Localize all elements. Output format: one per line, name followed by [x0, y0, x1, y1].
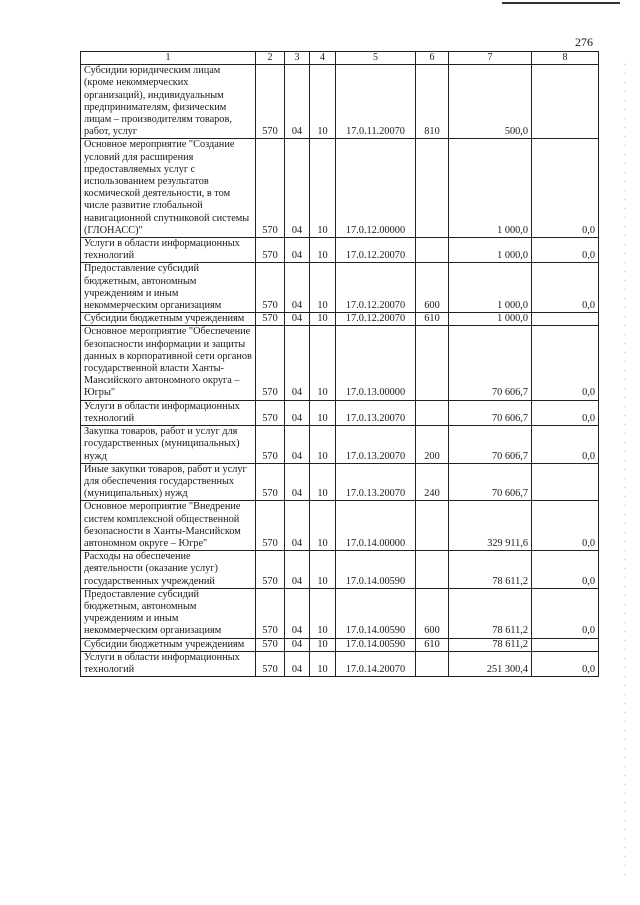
cell-col2: 570: [256, 139, 285, 238]
cell-code: 17.0.12.20070: [336, 263, 416, 313]
cell-amount-2: 0,0: [532, 139, 599, 238]
table-row: [81, 65, 599, 139]
cell-col4: 10: [310, 463, 336, 501]
cell-col3: 04: [285, 65, 310, 139]
row-name: Расходы на обеспечение деятельности (оказание услуг) государственных учреждений: [81, 551, 256, 589]
column-header: 2: [256, 52, 285, 65]
cell-amount-2: 0,0: [532, 588, 599, 638]
cell-col4: 10: [310, 588, 336, 638]
cell-amount: 1 000,0: [449, 263, 532, 313]
cell-amount-2: 0,0: [532, 426, 599, 464]
cell-col4: 10: [310, 263, 336, 313]
cell-amount-2: [532, 638, 599, 651]
cell-type: [416, 326, 449, 400]
cell-amount: 78 611,2: [449, 588, 532, 638]
cell-code: 17.0.12.00000: [336, 139, 416, 238]
row-name: Основное мероприятие "Обеспечение безопасности информации и защиты данных в корпоративной сети органов государственной власти Ханты-Мансийского автономного округа – Югры": [81, 326, 256, 400]
cell-col2: 570: [256, 638, 285, 651]
cell-col2: 570: [256, 263, 285, 313]
cell-amount-2: [532, 463, 599, 501]
cell-amount-2: [532, 313, 599, 326]
table-row: [81, 326, 599, 400]
cell-col3: 04: [285, 501, 310, 551]
table-row: [81, 313, 599, 326]
cell-col3: 04: [285, 326, 310, 400]
cell-col3: 04: [285, 426, 310, 464]
cell-amount: 1 000,0: [449, 313, 532, 326]
column-header: 6: [416, 52, 449, 65]
cell-col3: 04: [285, 313, 310, 326]
cell-amount-2: 0,0: [532, 238, 599, 263]
header-row: [81, 52, 599, 65]
cell-col4: 10: [310, 426, 336, 464]
column-header: 1: [81, 52, 256, 65]
table-header: [81, 52, 599, 65]
column-header: 4: [310, 52, 336, 65]
cell-code: 17.0.13.20070: [336, 463, 416, 501]
cell-amount-2: 0,0: [532, 263, 599, 313]
row-name: Предоставление субсидий бюджетным, автономным учреждениям и иным некоммерческим организациям: [81, 263, 256, 313]
cell-amount-2: 0,0: [532, 651, 599, 676]
cell-code: 17.0.14.00000: [336, 501, 416, 551]
cell-col4: 10: [310, 65, 336, 139]
page-number: 276: [575, 35, 593, 49]
cell-type: 610: [416, 313, 449, 326]
cell-type: [416, 651, 449, 676]
cell-type: [416, 501, 449, 551]
cell-col3: 04: [285, 400, 310, 425]
cell-col2: 570: [256, 651, 285, 676]
cell-col4: 10: [310, 551, 336, 589]
cell-col4: 10: [310, 638, 336, 651]
cell-col2: 570: [256, 588, 285, 638]
table-row: [81, 463, 599, 501]
cell-col2: 570: [256, 400, 285, 425]
cell-type: [416, 551, 449, 589]
cell-type: 240: [416, 463, 449, 501]
cell-amount: 70 606,7: [449, 463, 532, 501]
cell-col3: 04: [285, 463, 310, 501]
cell-col2: 570: [256, 426, 285, 464]
row-name: Предоставление субсидий бюджетным, автономным учреждениям и иным некоммерческим организациям: [81, 588, 256, 638]
cell-amount-2: [532, 65, 599, 139]
table-row: [81, 400, 599, 425]
table-row: [81, 238, 599, 263]
cell-type: [416, 238, 449, 263]
cell-col2: 570: [256, 238, 285, 263]
cell-type: 600: [416, 263, 449, 313]
table-row: [81, 551, 599, 589]
cell-col3: 04: [285, 588, 310, 638]
cell-col2: 570: [256, 551, 285, 589]
column-header: 5: [336, 52, 416, 65]
cell-amount: 70 606,7: [449, 400, 532, 425]
row-name: Услуги в области информационных технологий: [81, 238, 256, 263]
cell-col4: 10: [310, 238, 336, 263]
table-row: [81, 139, 599, 238]
cell-amount-2: 0,0: [532, 501, 599, 551]
table-row: [81, 651, 599, 676]
row-name: Основное мероприятие "Внедрение систем комплексной общественной безопасности в Ханты-Мансийском автономном округе – Югре": [81, 501, 256, 551]
cell-amount: 70 606,7: [449, 426, 532, 464]
row-name: Субсидии юридическим лицам (кроме некоммерческих организаций), индивидуальным предпринимателям, физическим лицам – производителям товаров, работ, услуг: [81, 65, 256, 139]
cell-code: 17.0.13.20070: [336, 400, 416, 425]
cell-code: 17.0.14.00590: [336, 551, 416, 589]
cell-col2: 570: [256, 65, 285, 139]
cell-type: [416, 139, 449, 238]
cell-code: 17.0.12.20070: [336, 238, 416, 263]
cell-code: 17.0.11.20070: [336, 65, 416, 139]
cell-amount: 78 611,2: [449, 638, 532, 651]
cell-code: 17.0.13.00000: [336, 326, 416, 400]
cell-type: 200: [416, 426, 449, 464]
cell-amount: 1 000,0: [449, 238, 532, 263]
budget-table: [80, 51, 599, 677]
row-name: Основное мероприятие "Создание условий для расширения предоставляемых услуг с использованием результатов космической деятельности, в том числе развитие глобальной навигационной спутниковой системы (ГЛОНАСС)": [81, 139, 256, 238]
row-name: Услуги в области информационных технологий: [81, 400, 256, 425]
table-row: [81, 263, 599, 313]
cell-col4: 10: [310, 400, 336, 425]
row-name: Услуги в области информационных технологий: [81, 651, 256, 676]
cell-col4: 10: [310, 326, 336, 400]
cell-amount: 251 300,4: [449, 651, 532, 676]
table-row: [81, 426, 599, 464]
cell-amount-2: 0,0: [532, 326, 599, 400]
column-header: 7: [449, 52, 532, 65]
table-row: [81, 638, 599, 651]
column-header: 8: [532, 52, 599, 65]
table-row: [81, 501, 599, 551]
cell-col3: 04: [285, 238, 310, 263]
cell-col2: 570: [256, 326, 285, 400]
row-name: Закупка товаров, работ и услуг для государственных (муниципальных) нужд: [81, 426, 256, 464]
cell-amount: 1 000,0: [449, 139, 532, 238]
cell-type: 810: [416, 65, 449, 139]
table-body: [81, 65, 599, 677]
column-header: 3: [285, 52, 310, 65]
cell-col4: 10: [310, 139, 336, 238]
cell-type: 610: [416, 638, 449, 651]
cell-col2: 570: [256, 463, 285, 501]
cell-col3: 04: [285, 551, 310, 589]
cell-code: 17.0.14.20070: [336, 651, 416, 676]
cell-col4: 10: [310, 501, 336, 551]
row-name: Субсидии бюджетным учреждениям: [81, 313, 256, 326]
cell-code: 17.0.12.20070: [336, 313, 416, 326]
row-name: Субсидии бюджетным учреждениям: [81, 638, 256, 651]
cell-amount: 329 911,6: [449, 501, 532, 551]
cell-col3: 04: [285, 139, 310, 238]
cell-col2: 570: [256, 313, 285, 326]
cell-amount: 500,0: [449, 65, 532, 139]
cell-amount-2: 0,0: [532, 551, 599, 589]
cell-type: 600: [416, 588, 449, 638]
cell-amount-2: 0,0: [532, 400, 599, 425]
table-row: [81, 588, 599, 638]
cell-amount: 70 606,7: [449, 326, 532, 400]
cell-amount: 78 611,2: [449, 551, 532, 589]
cell-code: 17.0.14.00590: [336, 638, 416, 651]
cell-code: 17.0.14.00590: [336, 588, 416, 638]
cell-col3: 04: [285, 263, 310, 313]
cell-col4: 10: [310, 313, 336, 326]
cell-col4: 10: [310, 651, 336, 676]
row-name: Иные закупки товаров, работ и услуг для обеспечения государственных (муниципальных) нужд: [81, 463, 256, 501]
cell-col3: 04: [285, 638, 310, 651]
cell-code: 17.0.13.20070: [336, 426, 416, 464]
cell-type: [416, 400, 449, 425]
cell-col3: 04: [285, 651, 310, 676]
top-rule: [502, 2, 620, 4]
binder-edge-marks: [623, 60, 627, 880]
cell-col2: 570: [256, 501, 285, 551]
